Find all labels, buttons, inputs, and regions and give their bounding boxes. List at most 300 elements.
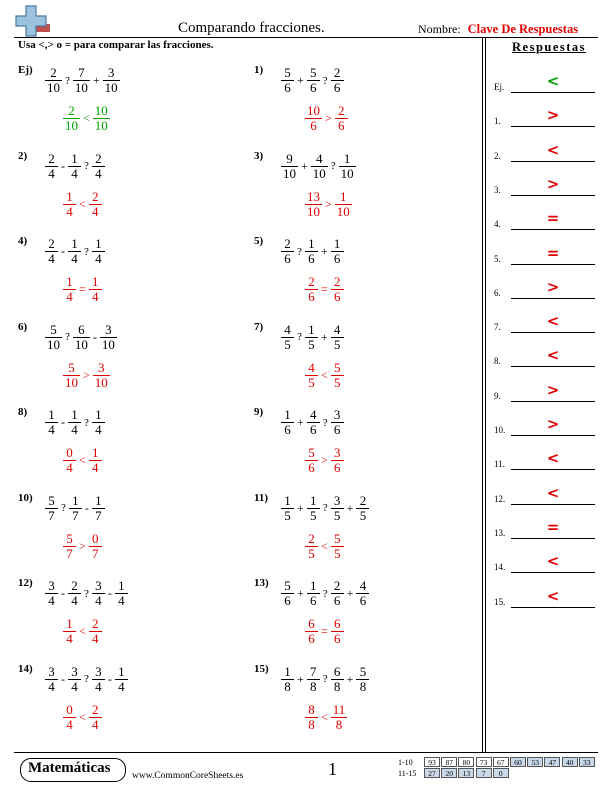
fraction bbox=[46, 152, 57, 181]
denominator: 4 bbox=[71, 422, 78, 437]
fraction bbox=[46, 579, 57, 608]
denominator: 4 bbox=[48, 678, 55, 694]
name-field bbox=[418, 22, 578, 37]
problem-number: 14) bbox=[18, 662, 33, 675]
denominator: 4 bbox=[66, 289, 73, 304]
numerator: 8 bbox=[308, 701, 315, 717]
operator: > bbox=[325, 196, 332, 211]
answer-symbol: < bbox=[546, 72, 560, 90]
fraction bbox=[46, 665, 57, 694]
answer-label: 8. bbox=[494, 356, 501, 367]
denominator: 4 bbox=[66, 631, 73, 646]
denominator: 4 bbox=[71, 251, 78, 266]
question-expression bbox=[44, 152, 106, 181]
fraction bbox=[357, 494, 368, 523]
numerator: 1 bbox=[92, 274, 99, 289]
score-cell: 67 bbox=[493, 757, 509, 767]
denominator: 6 bbox=[308, 460, 315, 475]
operator: + bbox=[346, 500, 354, 515]
fraction bbox=[282, 152, 297, 181]
fraction bbox=[64, 617, 75, 646]
denominator: 10 bbox=[104, 80, 118, 95]
question-expression bbox=[44, 237, 106, 266]
fraction bbox=[69, 237, 80, 266]
fraction bbox=[282, 665, 293, 694]
answer-symbol: > bbox=[546, 174, 560, 193]
fraction bbox=[90, 532, 101, 561]
fraction bbox=[306, 237, 317, 266]
answer-label: 5. bbox=[494, 253, 501, 264]
numerator: 1 bbox=[95, 407, 102, 422]
operator: + bbox=[92, 73, 100, 87]
denominator: 6 bbox=[308, 631, 315, 646]
fraction bbox=[282, 579, 293, 608]
numerator: 2 bbox=[92, 188, 99, 204]
numerator: 2 bbox=[92, 701, 99, 717]
score-row1-label: 1-10 bbox=[398, 758, 413, 767]
question-expression bbox=[280, 665, 370, 694]
fraction bbox=[332, 446, 343, 475]
problem-number: 10) bbox=[18, 491, 33, 504]
denominator: 5 bbox=[310, 507, 317, 523]
fraction bbox=[69, 408, 80, 437]
operator: + bbox=[320, 244, 328, 258]
answer-label: 15. bbox=[494, 596, 506, 607]
numerator: 0 bbox=[92, 530, 99, 546]
answer-label: 13. bbox=[494, 527, 506, 538]
operator: < bbox=[321, 709, 328, 724]
fraction bbox=[69, 579, 80, 608]
numerator: 2 bbox=[71, 578, 78, 593]
fraction bbox=[64, 275, 75, 304]
operator: - bbox=[107, 586, 112, 600]
fraction bbox=[332, 408, 343, 437]
numerator: 2 bbox=[48, 236, 55, 251]
operator: > bbox=[321, 453, 328, 467]
comparison-blank: ? bbox=[322, 74, 328, 87]
operator: + bbox=[301, 158, 308, 173]
answer-expression bbox=[62, 275, 103, 304]
numerator: 1 bbox=[308, 321, 315, 337]
fraction bbox=[282, 494, 293, 523]
score-cell: 13 bbox=[458, 768, 474, 778]
denominator: 5 bbox=[359, 507, 367, 523]
score-cell: 27 bbox=[424, 768, 440, 778]
site-url: www.CommonCoreSheets.es bbox=[132, 771, 244, 781]
fraction bbox=[306, 190, 321, 219]
numerator: 0 bbox=[66, 445, 73, 460]
denominator: 10 bbox=[74, 336, 88, 352]
question-expression bbox=[280, 323, 345, 352]
question-expression bbox=[44, 494, 106, 523]
answer-symbol: < bbox=[546, 483, 560, 502]
denominator: 4 bbox=[92, 203, 99, 219]
operator: - bbox=[61, 586, 65, 600]
question-expression bbox=[280, 66, 345, 95]
denominator: 6 bbox=[310, 80, 317, 95]
operator: - bbox=[84, 500, 89, 515]
fraction bbox=[282, 323, 293, 352]
numerator: 1 bbox=[340, 188, 347, 204]
denominator: 4 bbox=[95, 678, 102, 694]
comparison-blank: ? bbox=[297, 245, 302, 258]
answer-blank bbox=[511, 264, 595, 265]
denominator: 8 bbox=[359, 678, 367, 694]
problem-number: 8) bbox=[18, 406, 28, 418]
operator: > bbox=[79, 538, 86, 553]
answer-label: 7. bbox=[494, 322, 501, 333]
fraction bbox=[306, 361, 317, 390]
numerator: 1 bbox=[72, 492, 79, 508]
numerator: 5 bbox=[334, 530, 341, 546]
fraction bbox=[340, 152, 355, 181]
denominator: 4 bbox=[66, 460, 73, 475]
comparison-blank: ? bbox=[61, 502, 66, 514]
comparison-blank: ? bbox=[322, 416, 328, 429]
fraction bbox=[332, 617, 343, 646]
denominator: 10 bbox=[47, 336, 60, 352]
fraction bbox=[332, 66, 343, 95]
fraction bbox=[336, 190, 351, 219]
numerator: 3 bbox=[333, 492, 341, 508]
answer-label: 12. bbox=[494, 493, 506, 504]
problem-number: 15) bbox=[254, 662, 269, 675]
denominator: 6 bbox=[333, 593, 341, 608]
numerator: 1 bbox=[92, 445, 99, 460]
comparison-blank: ? bbox=[65, 74, 70, 87]
answer-blank bbox=[511, 195, 595, 196]
operator: < bbox=[321, 538, 328, 553]
operator: + bbox=[346, 671, 354, 686]
subject-label: Matemáticas bbox=[28, 760, 111, 776]
answer-symbol: < bbox=[546, 346, 560, 365]
operator: + bbox=[297, 586, 304, 600]
numerator: 4 bbox=[359, 578, 367, 593]
denominator: 4 bbox=[92, 716, 99, 732]
score-row2-label: 11-15 bbox=[398, 769, 417, 778]
numerator: 5 bbox=[359, 663, 367, 679]
answer-blank bbox=[511, 607, 595, 608]
numerator: 1 bbox=[66, 616, 73, 631]
numerator: 5 bbox=[284, 65, 291, 80]
denominator: 7 bbox=[95, 507, 102, 523]
fraction bbox=[332, 237, 343, 266]
answer-symbol: > bbox=[546, 380, 560, 399]
numerator: 3 bbox=[98, 359, 105, 375]
numerator: 3 bbox=[105, 321, 112, 337]
numerator: 3 bbox=[107, 65, 115, 80]
numerator: 4 bbox=[308, 359, 315, 375]
answer-symbol: = bbox=[546, 209, 560, 228]
fraction bbox=[69, 665, 80, 694]
numerator: 1 bbox=[310, 492, 317, 508]
operator: = bbox=[321, 282, 328, 296]
denominator: 10 bbox=[94, 374, 108, 390]
denominator: 5 bbox=[333, 507, 341, 523]
question-expression bbox=[44, 408, 106, 437]
fraction bbox=[69, 152, 80, 181]
denominator: 4 bbox=[66, 716, 73, 732]
fraction bbox=[46, 237, 57, 266]
answer-symbol: < bbox=[546, 586, 560, 605]
answer-expression bbox=[62, 703, 103, 732]
fraction bbox=[46, 66, 61, 95]
denominator: 5 bbox=[334, 545, 341, 561]
numerator: 13 bbox=[307, 188, 320, 204]
operator: < bbox=[79, 453, 86, 467]
numerator: 3 bbox=[333, 407, 341, 422]
denominator: 10 bbox=[283, 165, 296, 181]
answer-blank bbox=[511, 298, 595, 299]
numerator: 1 bbox=[71, 236, 78, 251]
answer-symbol: < bbox=[546, 449, 560, 468]
numerator: 9 bbox=[286, 150, 293, 166]
fraction bbox=[282, 408, 293, 437]
numerator: 2 bbox=[92, 616, 99, 631]
denominator: 7 bbox=[66, 545, 73, 561]
name-value: Clave De Respuestas bbox=[467, 22, 579, 36]
denominator: 6 bbox=[338, 118, 345, 133]
problem-number: 12) bbox=[18, 577, 33, 589]
numerator: 1 bbox=[333, 236, 341, 251]
name-label: Nombre: bbox=[418, 22, 461, 36]
numerator: 7 bbox=[78, 65, 85, 80]
numerator: 2 bbox=[48, 150, 55, 166]
denominator: 6 bbox=[284, 80, 291, 95]
problem-number: 1) bbox=[254, 64, 264, 76]
fraction bbox=[93, 665, 104, 694]
fraction bbox=[282, 237, 293, 266]
score-cell: 87 bbox=[441, 757, 457, 767]
operator: + bbox=[297, 671, 304, 686]
problem-number: 7) bbox=[254, 320, 264, 333]
answers-title: Respuestas bbox=[512, 40, 587, 54]
numerator: 7 bbox=[310, 663, 317, 679]
operator: < bbox=[79, 624, 86, 638]
denominator: 8 bbox=[335, 716, 343, 732]
fraction bbox=[357, 579, 368, 608]
denominator: 4 bbox=[95, 251, 102, 266]
fraction bbox=[308, 665, 319, 694]
answer-expression bbox=[304, 446, 345, 475]
numerator: 1 bbox=[95, 236, 102, 251]
fraction bbox=[306, 275, 317, 304]
footer-divider bbox=[14, 752, 598, 753]
numerator: 2 bbox=[333, 65, 341, 80]
numerator: 4 bbox=[333, 321, 341, 337]
denominator: 6 bbox=[333, 422, 341, 437]
fraction bbox=[93, 408, 104, 437]
operator: + bbox=[346, 586, 354, 600]
score-cell: 7 bbox=[476, 768, 492, 778]
numerator: 2 bbox=[68, 103, 75, 118]
denominator: 4 bbox=[95, 165, 102, 181]
numerator: 6 bbox=[333, 663, 341, 679]
answer-symbol: = bbox=[546, 517, 560, 536]
numerator: 1 bbox=[284, 407, 291, 422]
fraction bbox=[46, 323, 61, 352]
answer-blank bbox=[511, 504, 595, 505]
numerator: 10 bbox=[94, 103, 108, 118]
fraction bbox=[306, 532, 317, 561]
numerator: 2 bbox=[50, 65, 57, 80]
problem-number: 4) bbox=[18, 235, 28, 247]
numerator: 5 bbox=[284, 578, 291, 593]
numerator: 5 bbox=[334, 359, 341, 375]
denominator: 6 bbox=[310, 422, 317, 437]
fraction bbox=[93, 579, 104, 608]
denominator: 6 bbox=[334, 289, 341, 304]
numerator: 2 bbox=[308, 274, 315, 289]
problem-number: 2) bbox=[18, 149, 28, 162]
denominator: 8 bbox=[284, 678, 291, 694]
answer-label: 11. bbox=[494, 459, 505, 470]
denominator: 10 bbox=[65, 374, 78, 390]
fraction bbox=[93, 237, 104, 266]
numerator: 1 bbox=[66, 274, 73, 289]
score-cell: 53 bbox=[527, 757, 543, 767]
question-expression bbox=[280, 494, 370, 523]
score-cell: 73 bbox=[476, 757, 492, 767]
operator: + bbox=[297, 500, 304, 515]
answer-label: 2. bbox=[494, 150, 501, 161]
numerator: 3 bbox=[48, 578, 55, 593]
answer-blank bbox=[511, 469, 595, 470]
answer-blank bbox=[511, 332, 595, 333]
problem-number: 6) bbox=[18, 320, 28, 333]
numerator: 0 bbox=[66, 701, 73, 717]
denominator: 7 bbox=[72, 507, 79, 523]
denominator: 5 bbox=[284, 507, 291, 523]
fraction bbox=[64, 190, 75, 219]
answer-panel-divider-inner bbox=[485, 37, 486, 752]
answer-expression bbox=[304, 532, 345, 561]
fraction bbox=[306, 323, 317, 352]
numerator: 4 bbox=[284, 321, 291, 337]
answer-expression bbox=[62, 361, 111, 390]
denominator: 8 bbox=[308, 716, 315, 732]
answer-blank bbox=[511, 435, 595, 436]
comparison-blank: ? bbox=[84, 160, 89, 172]
comparison-blank: ? bbox=[65, 331, 70, 343]
denominator: 4 bbox=[71, 678, 78, 694]
denominator: 10 bbox=[336, 203, 350, 219]
fraction bbox=[64, 361, 79, 390]
fraction bbox=[332, 579, 343, 608]
denominator: 4 bbox=[92, 631, 99, 646]
answer-blank bbox=[511, 366, 595, 367]
numerator: 1 bbox=[310, 578, 317, 593]
denominator: 5 bbox=[308, 336, 315, 352]
numerator: 6 bbox=[78, 321, 85, 337]
fraction bbox=[74, 66, 89, 95]
operator: - bbox=[61, 415, 65, 429]
denominator: 5 bbox=[333, 336, 341, 352]
numerator: 1 bbox=[66, 188, 73, 204]
fraction bbox=[336, 104, 347, 133]
denominator: 10 bbox=[65, 118, 78, 133]
answer-label: 10. bbox=[494, 425, 506, 435]
denominator: 4 bbox=[71, 165, 78, 181]
numerator: 2 bbox=[308, 530, 315, 546]
fraction bbox=[90, 703, 101, 732]
numerator: 5 bbox=[50, 321, 57, 337]
answer-expression bbox=[304, 275, 345, 304]
denominator: 6 bbox=[334, 631, 341, 646]
numerator: 1 bbox=[118, 663, 125, 679]
denominator: 4 bbox=[48, 165, 55, 181]
numerator: 3 bbox=[71, 663, 78, 679]
comparison-blank: ? bbox=[322, 673, 328, 685]
numerator: 5 bbox=[310, 65, 317, 80]
denominator: 6 bbox=[284, 251, 291, 266]
problem-number: 9) bbox=[254, 406, 264, 418]
operator: < bbox=[79, 196, 86, 211]
numerator: 5 bbox=[308, 445, 315, 460]
fraction bbox=[308, 66, 319, 95]
denominator: 4 bbox=[118, 678, 125, 694]
denominator: 6 bbox=[310, 593, 317, 608]
fraction bbox=[332, 494, 343, 523]
fraction bbox=[332, 323, 343, 352]
comparison-blank: ? bbox=[84, 673, 89, 685]
fraction bbox=[308, 408, 319, 437]
denominator: 6 bbox=[284, 422, 291, 437]
numerator: 1 bbox=[71, 150, 78, 166]
fraction bbox=[332, 703, 347, 732]
denominator: 4 bbox=[71, 593, 78, 608]
fraction bbox=[116, 665, 127, 694]
fraction bbox=[90, 617, 101, 646]
numerator: 1 bbox=[284, 492, 291, 508]
numerator: 1 bbox=[118, 578, 125, 593]
operator: + bbox=[297, 73, 304, 87]
fraction bbox=[332, 361, 343, 390]
operator: + bbox=[320, 329, 328, 344]
question-expression bbox=[280, 152, 357, 181]
numerator: 1 bbox=[343, 150, 351, 166]
score-cell: 20 bbox=[441, 768, 457, 778]
answer-symbol: < bbox=[546, 140, 560, 159]
numerator: 4 bbox=[316, 150, 323, 166]
fraction bbox=[64, 104, 79, 133]
operator: - bbox=[61, 244, 65, 258]
question-expression bbox=[44, 66, 121, 95]
operator: - bbox=[61, 671, 65, 686]
problem-number: Ej) bbox=[18, 64, 33, 76]
numerator: 3 bbox=[95, 578, 102, 593]
header-divider bbox=[14, 37, 598, 38]
denominator: 10 bbox=[307, 203, 320, 219]
question-expression bbox=[44, 665, 129, 694]
comparison-blank: ? bbox=[84, 245, 89, 258]
operator: < bbox=[83, 111, 90, 125]
denominator: 6 bbox=[284, 593, 291, 608]
denominator: 6 bbox=[308, 289, 315, 304]
denominator: 5 bbox=[334, 374, 341, 390]
answer-expression bbox=[62, 190, 103, 219]
numerator: 1 bbox=[284, 663, 291, 679]
numerator: 2 bbox=[338, 103, 345, 118]
fraction bbox=[306, 446, 317, 475]
plus-logo-icon bbox=[14, 4, 50, 38]
numerator: 1 bbox=[48, 407, 55, 422]
fraction bbox=[101, 323, 116, 352]
denominator: 4 bbox=[92, 460, 99, 475]
numerator: 5 bbox=[48, 492, 55, 508]
denominator: 5 bbox=[284, 336, 291, 352]
fraction bbox=[306, 104, 321, 133]
